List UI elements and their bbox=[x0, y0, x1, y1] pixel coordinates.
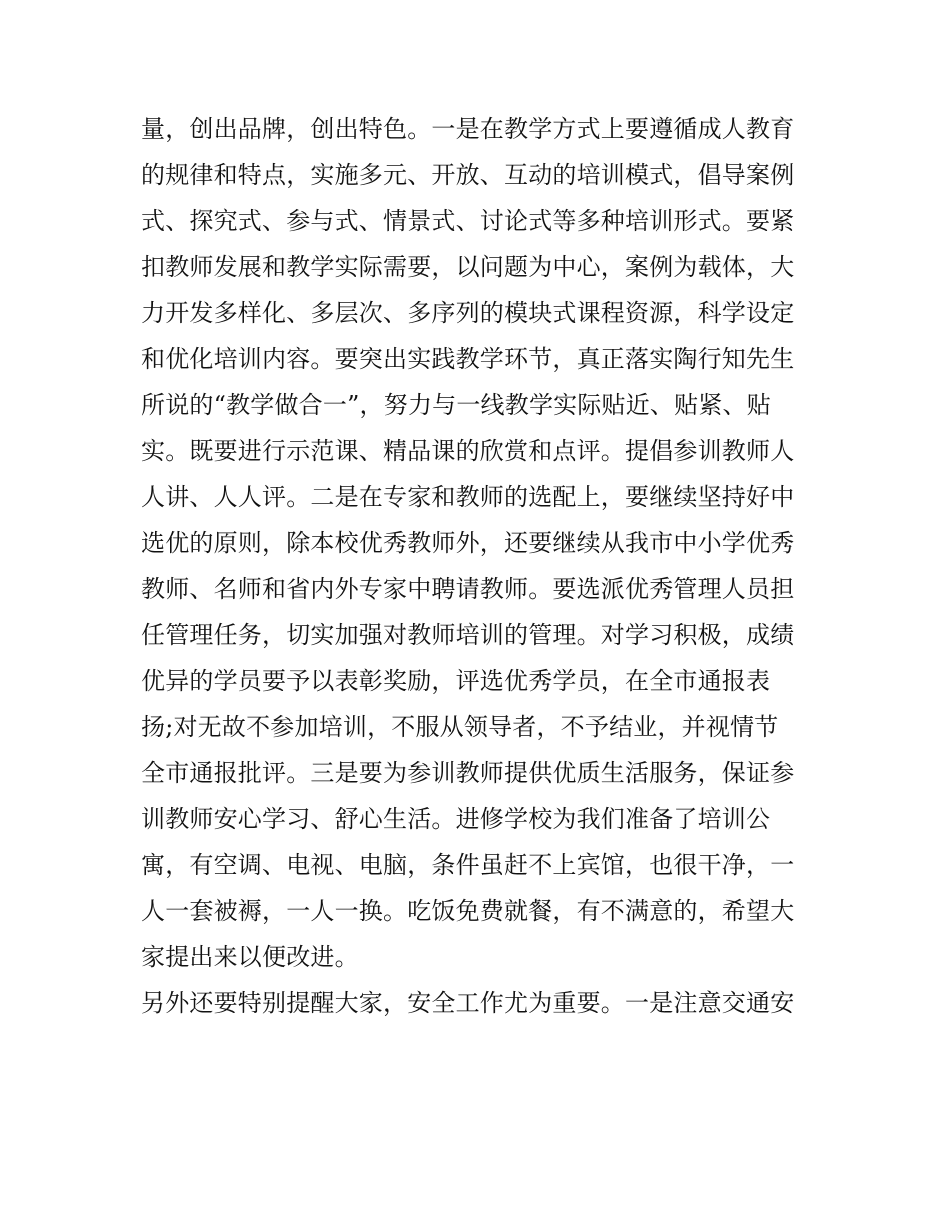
text-line-15: 全市通报批评。三是要为参训教师提供优质生活服务，保证参 bbox=[141, 759, 795, 787]
text-line-3: 式、探究式、参与式、情景式、讨论式等多种培训形式。要紧 bbox=[141, 207, 795, 235]
text-line-10: 选优的原则，除本校优秀教师外，还要继续从我市中小学优秀 bbox=[141, 529, 795, 557]
text-line-11: 教师、名师和省内外专家中聘请教师。要选派优秀管理人员担 bbox=[141, 575, 795, 603]
text-line-18: 人一套被褥，一人一换。吃饭免费就餐，有不满意的，希望大 bbox=[141, 897, 795, 925]
text-line-17: 寓，有空调、电视、电脑，条件虽赶不上宾馆，也很干净，一 bbox=[141, 851, 795, 879]
text-line-13: 优异的学员要予以表彰奖励，评选优秀学员，在全市通报表 bbox=[141, 667, 771, 695]
text-line-4: 扣教师发展和教学实际需要，以问题为中心，案例为载体，大 bbox=[141, 253, 795, 281]
text-line-20: 另外还要特别提醒大家，安全工作尤为重要。一是注意交通安 bbox=[141, 989, 795, 1017]
text-line-12: 任管理任务，切实加强对教师培训的管理。对学习积极，成绩 bbox=[141, 621, 795, 649]
text-line-5: 力开发多样化、多层次、多序列的模块式课程资源，科学设定 bbox=[141, 299, 795, 327]
text-line-14: 扬;对无故不参加培训，不服从领导者，不予结业，并视情节 bbox=[141, 713, 779, 741]
text-line-2: 的规律和特点，实施多元、开放、互动的培训模式，倡导案例 bbox=[141, 161, 795, 189]
text-line-1: 量，创出品牌，创出特色。一是在教学方式上要遵循成人教育 bbox=[141, 115, 795, 143]
body-text bbox=[141, 106, 821, 1026]
text-line-19: 家提出来以便改进。 bbox=[141, 943, 359, 971]
text-line-7: 所说的“教学做合一”，努力与一线教学实际贴近、贴紧、贴 bbox=[141, 391, 771, 419]
text-line-8: 实。既要进行示范课、精品课的欣赏和点评。提倡参训教师人 bbox=[141, 437, 795, 465]
text-line-16: 训教师安心学习、舒心生活。进修学校为我们准备了培训公 bbox=[141, 805, 771, 833]
text-line-6: 和优化培训内容。要突出实践教学环节，真正落实陶行知先生 bbox=[141, 345, 795, 373]
text-line-9: 人讲、人人评。二是在专家和教师的选配上，要继续坚持好中 bbox=[141, 483, 795, 511]
